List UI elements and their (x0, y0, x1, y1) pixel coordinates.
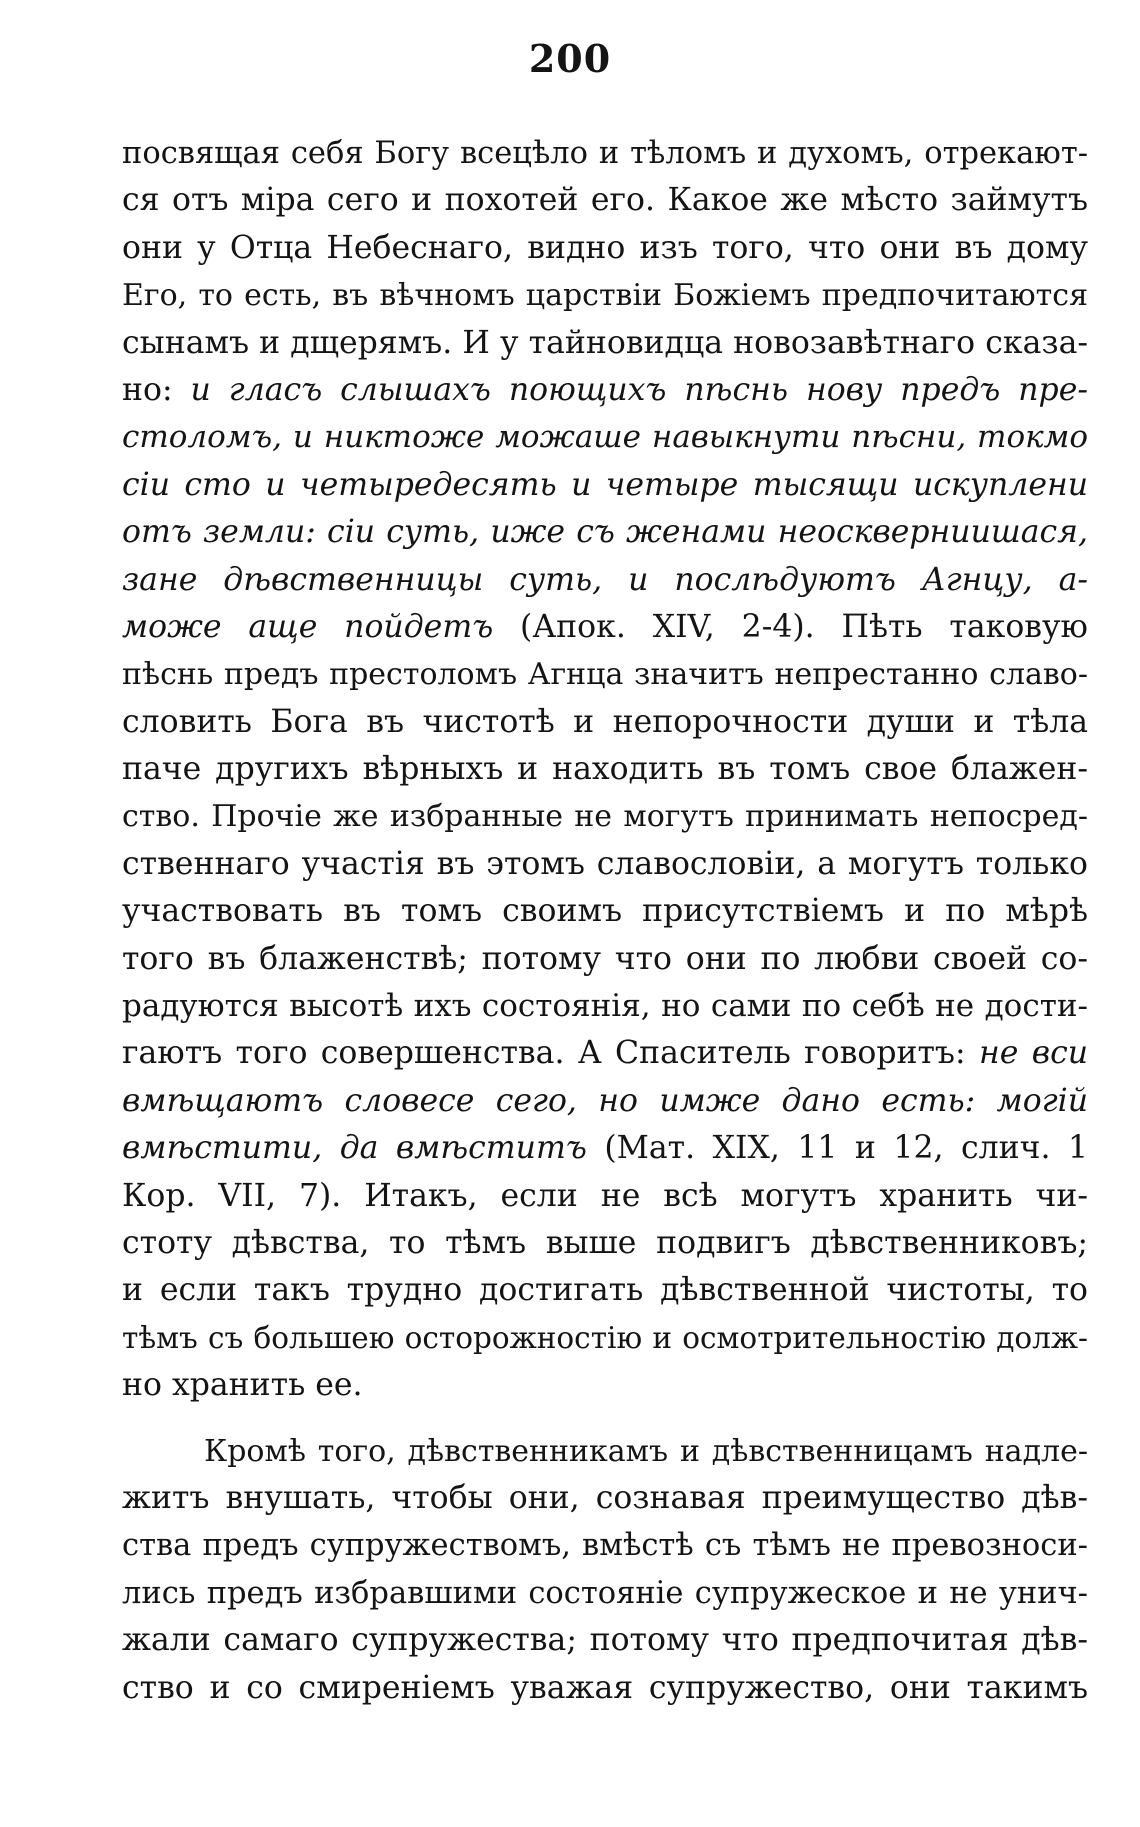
text-line (122, 1617, 1088, 1664)
text-run: посвящая себя Богу всецѣло и тѣломъ и духомъ, отрекают- (122, 136, 1088, 171)
text-line (122, 604, 1088, 651)
text-run: ства предъ супружествомъ, вмѣстѣ съ тѣмъ не превозноси- (122, 1528, 1088, 1564)
text-line (122, 557, 1088, 604)
text-run: гаютъ того совершенства. А Спаситель говоритъ: (122, 1035, 979, 1072)
text-line (122, 888, 1088, 935)
text-line (122, 1315, 1088, 1362)
text-line (122, 1220, 1088, 1267)
text-run: ство. Прочіе же избранные не могутъ принимать непосред- (122, 799, 1088, 835)
text-run: пѣснь предъ престоломъ Агнца значитъ непрестанно славо- (122, 657, 1088, 693)
italic-quote: сіи сто и четыредесять и четыре тысящи искуплени (122, 466, 1088, 503)
body-text (122, 130, 1088, 1712)
text-run: житъ внушать, чтобы они, сознавая преимущество дѣв- (122, 1479, 1088, 1516)
text-run: стоту дѣвства, то тѣмъ выше подвигъ дѣвственниковъ; (122, 1224, 1088, 1261)
text-line (122, 1173, 1088, 1220)
italic-quote: столомъ, и никтоже можаше навыкнути пѣсни, токмо (122, 419, 1088, 456)
text-run: ство и со смиреніемъ уважая супружество, они такимъ (122, 1669, 1088, 1706)
text-line (122, 651, 1088, 698)
text-run: паче другихъ вѣрныхъ и находить въ томъ свое блажен- (122, 751, 1088, 788)
text-line (122, 367, 1088, 414)
text-run: сынамъ и дщерямъ. И у тайновидца новозавѣтнаго сказа- (122, 324, 1088, 361)
text-run: Кромѣ того, дѣвственникамъ и дѣвственницамъ надле- (204, 1433, 1088, 1469)
text-run: лись предъ избравшими состояніе супружеское и не унич- (122, 1575, 1088, 1611)
text-run: ственнаго участія въ этомъ славословіи, а могутъ только (122, 845, 1088, 882)
text-line (122, 936, 1088, 983)
italic-quote: не вси (978, 1035, 1088, 1072)
text-run: но хранить ее. (122, 1367, 363, 1404)
text-line (122, 1030, 1088, 1077)
text-line (122, 1428, 1088, 1475)
text-run: участвовать въ томъ своимъ присутствіемъ и по мѣрѣ (122, 893, 1088, 930)
text-line (122, 462, 1088, 509)
text-run: того въ блаженствѣ; потому что они по любви своей со- (122, 940, 1088, 977)
italic-quote: може аще пойдетъ (122, 608, 494, 645)
text-line (122, 983, 1088, 1030)
italic-quote: вмѣщаютъ словесе сего, но имже дано есть: могій (122, 1082, 1088, 1119)
text-run: радуются высотѣ ихъ состоянія, но сами по себѣ не дости- (122, 988, 1088, 1025)
text-run: тѣмъ съ большею осторожностію и осмотрительностію долж- (122, 1320, 1088, 1355)
text-run: Его, то есть, въ вѣчномъ царствіи Божіемъ предпочитаются (122, 278, 1088, 314)
text-run: жали самаго супружества; потому что предпочитая дѣв- (122, 1622, 1088, 1659)
text-line (122, 1362, 1088, 1409)
text-line (122, 841, 1088, 888)
text-run: (Мат. XIX, 11 и 12, слич. 1 (586, 1130, 1088, 1167)
text-line (122, 746, 1088, 793)
text-run: и если такъ трудно достигать дѣвственной чистоты, то (122, 1272, 1088, 1309)
text-run: словить Бога въ чистотѣ и непорочности души и тѣла (122, 703, 1088, 740)
paragraph (122, 1428, 1088, 1712)
text-line (122, 793, 1088, 840)
paragraph-gap (122, 1410, 1088, 1428)
text-line (122, 320, 1088, 367)
text-line (122, 1267, 1088, 1314)
text-run: (Апок. XIV, 2-4). Пѣть таковую (493, 608, 1088, 645)
text-line (122, 225, 1088, 272)
italic-quote: зане дѣвственницы суть, и послѣдуютъ Агнцу, а- (122, 561, 1088, 598)
italic-quote: вмѣстити, да вмѣститъ (122, 1130, 587, 1167)
text-run: Кор. VII, 7). Итакъ, если не всѣ могутъ хранить чи- (122, 1177, 1088, 1214)
text-line (122, 1570, 1088, 1617)
text-line (122, 1665, 1088, 1712)
text-line (122, 130, 1088, 177)
italic-quote: и гласъ слышахъ поющихъ пѣснь нову предъ пре- (190, 371, 1088, 408)
text-line (122, 699, 1088, 746)
text-line (122, 414, 1088, 461)
text-line (122, 1078, 1088, 1125)
text-run: ся отъ міра сего и похотей его. Какое же мѣсто займутъ (122, 182, 1088, 219)
italic-quote: отъ земли: сіи суть, иже съ женами неоскверниишася, (122, 514, 1088, 551)
text-line (122, 177, 1088, 224)
text-line (122, 1475, 1088, 1522)
text-run: они у Отца Небеснаго, видно изъ того, что они въ дому (122, 229, 1088, 266)
text-line (122, 272, 1088, 319)
paragraph (122, 130, 1088, 1410)
text-line (122, 1522, 1088, 1569)
text-run: но: (122, 371, 191, 408)
text-line (122, 1125, 1088, 1172)
page-number: 200 (528, 36, 612, 81)
text-line (122, 509, 1088, 556)
